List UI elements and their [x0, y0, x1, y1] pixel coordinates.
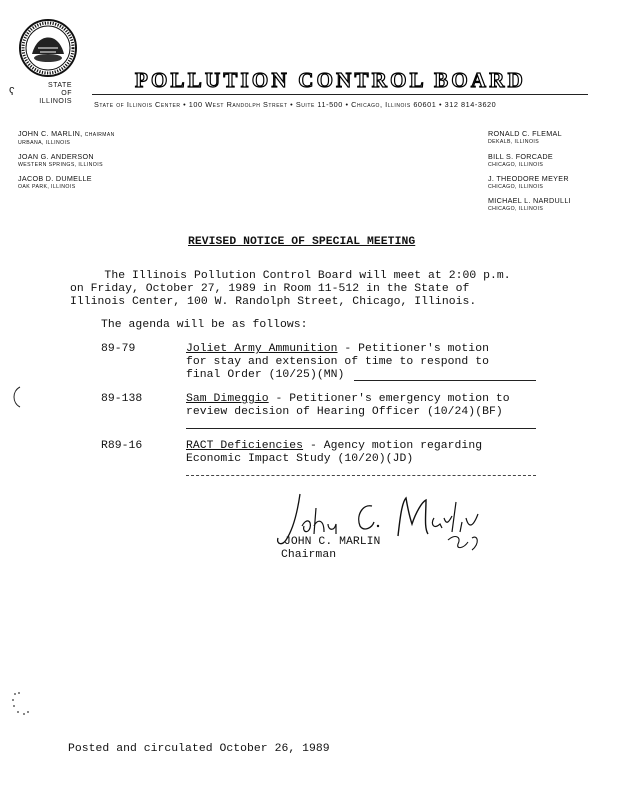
board-name-heading: POLLUTION CONTROL BOARD: [135, 68, 526, 92]
agenda-rule: [186, 475, 536, 476]
hole-punch-mark-icon: [10, 385, 22, 409]
member-name: J. THEODORE MEYER: [488, 174, 569, 183]
member-left-3: [18, 175, 92, 191]
member-name: BILL S. FORCADE: [488, 152, 553, 161]
member-left-1: [18, 130, 115, 147]
agenda-line-2: for stay and extension of time to respond to: [186, 356, 489, 368]
agenda-rule: [354, 380, 536, 381]
agenda-rule: [186, 428, 536, 429]
signatory-title: Chairman: [281, 549, 337, 561]
member-name: MICHAEL L. NARDULLI: [488, 196, 571, 205]
notice-line-2: on Friday, October 27, 1989 in Room 11-512 in the State of: [70, 283, 470, 295]
agenda-description: - Petitioner's motion: [337, 343, 489, 355]
member-right-4: [488, 197, 571, 213]
agenda-case-name: Joliet Army Ammunition: [186, 343, 338, 355]
address-line: State of Illinois Center • 100 West Randolph Street • Suite 11-500 • Chicago, Illinois 60601 • 312 814-3620: [94, 100, 497, 109]
agenda-number: 89-138: [101, 393, 143, 405]
member-location: CHICAGO, ILLINOIS: [488, 162, 544, 168]
agenda-description: - Petitioner's emergency motion to: [268, 393, 510, 405]
member-location: DEKALB, ILLINOIS: [488, 139, 540, 145]
state-line-3: ILLINOIS: [39, 98, 72, 105]
member-name: JACOB D. DUMELLE: [18, 174, 92, 183]
agenda-item-title: [186, 343, 489, 356]
state-line-2: OF: [61, 90, 72, 97]
member-location: WESTERN SPRINGS, ILLINOIS: [18, 162, 103, 168]
state-line-1: STATE: [47, 82, 72, 89]
notice-title: REVISED NOTICE OF SPECIAL MEETING: [188, 236, 416, 248]
margin-mark-icon: ʕ: [9, 86, 15, 98]
agenda-item-title: [186, 393, 510, 406]
agenda-description: - Agency motion regarding: [303, 440, 483, 452]
agenda-line-3: final Order (10/25)(MN): [186, 369, 345, 381]
member-role: CHAIRMAN: [84, 132, 115, 138]
state-of-illinois-label: [22, 82, 72, 106]
member-name: JOHN C. MARLIN,: [18, 129, 83, 138]
member-location: URBANA, ILLINOIS: [18, 140, 71, 146]
agenda-line-2: Economic Impact Study (10/20)(JD): [186, 453, 414, 465]
member-location: CHICAGO, ILLINOIS: [488, 184, 544, 190]
member-location: CHICAGO, ILLINOIS: [488, 206, 544, 212]
agenda-intro: The agenda will be as follows:: [101, 319, 308, 331]
member-location: OAK PARK, ILLINOIS: [18, 184, 76, 190]
agenda-case-name: Sam Dimeggio: [186, 393, 269, 405]
member-right-3: [488, 175, 569, 191]
notice-line-3: Illinois Center, 100 W. Randolph Street, Chicago, Illinois.: [70, 296, 477, 308]
member-name: RONALD C. FLEMAL: [488, 129, 562, 138]
agenda-number: R89-16: [101, 440, 143, 452]
agenda-case-name: RACT Deficiencies: [186, 440, 304, 452]
state-seal-icon: [18, 18, 78, 78]
agenda-item-title: [186, 440, 482, 453]
posted-notice: Posted and circulated October 26, 1989: [68, 743, 330, 755]
member-name: JOAN G. ANDERSON: [18, 152, 94, 161]
agenda-number: 89-79: [101, 343, 136, 355]
agenda-line-2: review decision of Hearing Officer (10/24)(BF): [186, 406, 503, 418]
hole-punch-mark-icon: [10, 690, 32, 718]
notice-line-1: The Illinois Pollution Control Board will meet at 2:00 p.m.: [70, 270, 511, 282]
member-right-1: [488, 130, 562, 146]
signatory-name: JOHN C. MARLIN: [284, 536, 381, 548]
letterhead-rule: [92, 94, 588, 95]
member-right-2: [488, 153, 553, 169]
member-left-2: [18, 153, 103, 169]
